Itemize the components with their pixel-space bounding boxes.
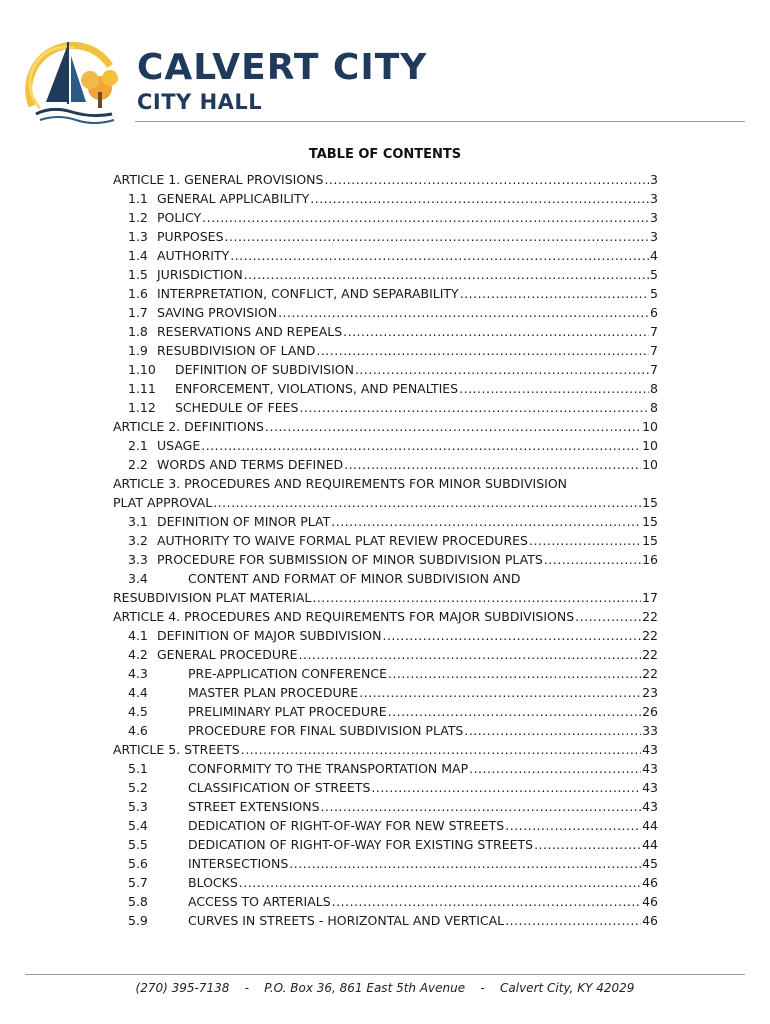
toc-entry[interactable]: [113, 246, 658, 265]
toc-leader: [382, 626, 641, 645]
toc-entry-number: 1.9: [128, 343, 148, 358]
toc-page: 7: [650, 362, 658, 377]
toc-entry[interactable]: [113, 322, 658, 341]
toc-leader: [388, 664, 641, 683]
toc-entry-text: USAGE: [157, 438, 201, 453]
toc-entry-number: 3.4: [128, 571, 148, 586]
toc-entry-number: 4.4: [128, 685, 148, 700]
toc-entry[interactable]: [113, 170, 658, 189]
toc-entry[interactable]: [113, 835, 658, 854]
toc-entry-number: 1.11: [128, 381, 156, 396]
toc-entry-text: JURISDICTION: [157, 267, 243, 282]
toc-entry-text: PROCEDURE FOR SUBMISSION OF MINOR SUBDIVISION PLATS: [157, 552, 543, 567]
toc-leader: [343, 322, 649, 341]
toc-entry[interactable]: [113, 778, 658, 797]
toc-entry-text: AUTHORITY TO WAIVE FORMAL PLAT REVIEW PROCEDURES: [157, 533, 528, 548]
toc-page: 15: [642, 533, 658, 548]
toc-entry-text: STREET EXTENSIONS: [188, 799, 320, 814]
toc-page: 45: [642, 856, 658, 871]
toc-leader: [213, 493, 641, 512]
toc-entry[interactable]: [113, 816, 658, 835]
toc-page: 10: [642, 419, 658, 434]
toc-entry[interactable]: [113, 873, 658, 892]
toc-page: 17: [642, 590, 658, 605]
toc-leader: [464, 721, 641, 740]
toc-entry-text: CURVES IN STREETS - HORIZONTAL AND VERTICAL: [188, 913, 505, 928]
toc-entry-number: 4.1: [128, 628, 148, 643]
toc-entry[interactable]: [113, 398, 658, 417]
toc-entry-text: PROCEDURE FOR FINAL SUBDIVISION PLATS: [188, 723, 464, 738]
toc-leader: [265, 417, 641, 436]
toc-entry-number: 5.7: [128, 875, 148, 890]
header-divider: [135, 121, 745, 122]
toc-page: 22: [642, 628, 658, 643]
toc-entry[interactable]: [113, 189, 658, 208]
toc-leader: [299, 645, 642, 664]
toc-entry-text: RESERVATIONS AND REPEALS: [157, 324, 343, 339]
toc-entry-text: DEDICATION OF RIGHT-OF-WAY FOR NEW STREETS: [188, 818, 505, 833]
toc-entry-heading-line[interactable]: ARTICLE 3. PROCEDURES AND REQUIREMENTS FOR MINOR SUBDIVISION: [113, 476, 568, 491]
toc-page: 22: [642, 609, 658, 624]
toc-entry[interactable]: [113, 911, 658, 930]
toc-entry-number: 1.4: [128, 248, 148, 263]
toc-entry-number: 1.7: [128, 305, 148, 320]
toc-page: 4: [650, 248, 658, 263]
toc-page: 10: [642, 457, 658, 472]
toc-leader: [505, 816, 641, 835]
toc-entry[interactable]: [113, 303, 658, 322]
toc-entry-number: 3.1: [128, 514, 148, 529]
toc-entry-text: SCHEDULE OF FEES: [175, 400, 299, 415]
footer-address: P.O. Box 36, 861 East 5th Avenue: [264, 981, 466, 995]
toc-page: 23: [642, 685, 658, 700]
toc-leader: [344, 455, 641, 474]
toc-entry-text: INTERPRETATION, CONFLICT, AND SEPARABILITY: [157, 286, 459, 301]
toc-page: 3: [650, 191, 658, 206]
toc-entry-number: 2.1: [128, 438, 148, 453]
brand-name: CALVERT CITY: [137, 47, 428, 88]
toc-page: 7: [650, 343, 658, 358]
brand-subtitle: CITY HALL: [137, 90, 263, 114]
page-footer: [0, 981, 770, 995]
toc-page: 43: [642, 799, 658, 814]
toc-entry-number: 5.3: [128, 799, 148, 814]
toc-page: 46: [642, 875, 658, 890]
toc-entry-text: ARTICLE 2. DEFINITIONS: [113, 419, 264, 434]
toc-entry[interactable]: [113, 360, 658, 379]
toc-entry-text: DEFINITION OF MINOR PLAT: [157, 514, 331, 529]
toc-entry-text: BLOCKS: [188, 875, 238, 890]
toc-entry-number: 3.3: [128, 552, 148, 567]
toc-page: 6: [650, 305, 658, 320]
toc-entry[interactable]: [113, 721, 658, 740]
toc-entry-text: PRE-APPLICATION CONFERENCE: [188, 666, 387, 681]
toc-page: 15: [642, 514, 658, 529]
toc-entry-text: DEFINITION OF SUBDIVISION: [175, 362, 354, 377]
toc-entry-text: PLAT APPROVAL: [113, 495, 213, 510]
toc-page: 8: [650, 381, 658, 396]
toc-entry-number: 4.6: [128, 723, 148, 738]
toc-page: 46: [642, 913, 658, 928]
toc-entry-number: 5.5: [128, 837, 148, 852]
toc-entry-number: 4.3: [128, 666, 148, 681]
toc-entry-text: ARTICLE 1. GENERAL PROVISIONS: [113, 172, 324, 187]
toc-page: 26: [642, 704, 658, 719]
toc-entry[interactable]: [113, 550, 658, 569]
toc-entry-text: SAVING PROVISION: [157, 305, 278, 320]
toc-entry-number: 2.2: [128, 457, 148, 472]
toc-entry[interactable]: [113, 759, 658, 778]
footer-divider: [25, 974, 745, 975]
toc-entry-number: 3.2: [128, 533, 148, 548]
toc-leader: [244, 265, 649, 284]
toc-entry[interactable]: [113, 341, 658, 360]
toc-entry[interactable]: [113, 588, 658, 607]
toc-leader: [321, 797, 642, 816]
toc-leader: [324, 170, 649, 189]
toc-leader: [239, 873, 641, 892]
toc-entry-text: WORDS AND TERMS DEFINED: [157, 457, 344, 472]
toc-leader: [300, 398, 650, 417]
toc-page: 7: [650, 324, 658, 339]
toc-entry[interactable]: [113, 227, 658, 246]
toc-entry-text: DEDICATION OF RIGHT-OF-WAY FOR EXISTING STREETS: [188, 837, 534, 852]
toc-entry-text: CONFORMITY TO THE TRANSPORTATION MAP: [188, 761, 469, 776]
toc-entry-text: PURPOSES: [157, 229, 224, 244]
toc-entry[interactable]: [113, 284, 658, 303]
toc-page: 33: [642, 723, 658, 738]
toc-entry[interactable]: [113, 854, 658, 873]
toc-page: 44: [642, 837, 658, 852]
toc-leader: [201, 436, 641, 455]
toc-entry-text: CONTENT AND FORMAT OF MINOR SUBDIVISION AND: [188, 571, 521, 586]
calvert-city-logo: [22, 36, 126, 126]
toc-page: 10: [642, 438, 658, 453]
toc-entry[interactable]: [113, 683, 658, 702]
toc-entry-number: 1.10: [128, 362, 156, 377]
toc-entry-text: GENERAL PROCEDURE: [157, 647, 298, 662]
footer-separator: -: [244, 981, 250, 995]
toc-entry-number: 5.2: [128, 780, 148, 795]
toc-leader: [241, 740, 641, 759]
toc-entry[interactable]: [113, 493, 658, 512]
table-of-contents: [113, 170, 658, 930]
toc-page: 15: [642, 495, 658, 510]
toc-leader: [289, 854, 641, 873]
toc-entry[interactable]: [113, 436, 658, 455]
toc-leader: [225, 227, 649, 246]
toc-entry-number: 4.2: [128, 647, 148, 662]
toc-entry[interactable]: [113, 797, 658, 816]
toc-leader: [544, 550, 641, 569]
toc-entry-text: INTERSECTIONS: [188, 856, 289, 871]
toc-entry[interactable]: [113, 379, 658, 398]
toc-entry-text: GENERAL APPLICABILITY: [157, 191, 310, 206]
toc-page: 5: [650, 286, 658, 301]
toc-page: 46: [642, 894, 658, 909]
toc-entry-text: AUTHORITY: [157, 248, 230, 263]
toc-entry-text: ARTICLE 5. STREETS: [113, 742, 240, 757]
toc-leader: [310, 189, 649, 208]
toc-leader: [230, 246, 649, 265]
toc-entry[interactable]: [113, 265, 658, 284]
toc-entry-text: POLICY: [157, 210, 202, 225]
toc-page: 16: [642, 552, 658, 567]
toc-page: 8: [650, 400, 658, 415]
toc-entry-number: 1.2: [128, 210, 148, 225]
toc-entry-number: 5.6: [128, 856, 148, 871]
toc-entry-text: ENFORCEMENT, VIOLATIONS, AND PENALTIES: [175, 381, 459, 396]
toc-entry-number: 5.8: [128, 894, 148, 909]
toc-entry[interactable]: [113, 512, 658, 531]
toc-leader: [316, 341, 649, 360]
toc-leader: [460, 284, 649, 303]
toc-entry-text: PRELIMINARY PLAT PROCEDURE: [188, 704, 387, 719]
toc-page: 3: [650, 229, 658, 244]
toc-leader: [388, 702, 641, 721]
toc-entry[interactable]: [113, 607, 658, 626]
toc-page: 43: [642, 780, 658, 795]
toc-entry-text: ACCESS TO ARTERIALS: [188, 894, 331, 909]
toc-entry-number: 1.5: [128, 267, 148, 282]
toc-entry[interactable]: [113, 208, 658, 227]
footer-city: Calvert City, KY 42029: [500, 981, 635, 995]
toc-entry[interactable]: [113, 664, 658, 683]
toc-entry-text: RESUBDIVISION PLAT MATERIAL: [113, 590, 312, 605]
footer-phone: (270) 395-7138: [135, 981, 230, 995]
toc-page: 43: [642, 761, 658, 776]
toc-entry-heading-line[interactable]: [113, 569, 658, 588]
toc-entry-text: ARTICLE 4. PROCEDURES AND REQUIREMENTS FOR MAJOR SUBDIVISIONS: [113, 609, 575, 624]
toc-entry-number: 5.1: [128, 761, 148, 776]
toc-leader: [371, 778, 641, 797]
toc-entry[interactable]: [113, 740, 658, 759]
toc-leader: [359, 683, 641, 702]
toc-entry-text: MASTER PLAN PROCEDURE: [188, 685, 359, 700]
toc-leader: [469, 759, 641, 778]
toc-page: 5: [650, 267, 658, 282]
toc-page: 3: [650, 210, 658, 225]
toc-leader: [529, 531, 641, 550]
toc-entry[interactable]: [113, 531, 658, 550]
toc-entry[interactable]: [113, 892, 658, 911]
toc-leader: [312, 588, 641, 607]
toc-entry-number: 5.9: [128, 913, 148, 928]
toc-entry[interactable]: [113, 702, 658, 721]
page-header: [22, 36, 752, 126]
toc-leader: [505, 911, 641, 930]
toc-entry[interactable]: [113, 455, 658, 474]
toc-leader: [355, 360, 649, 379]
toc-page: 22: [642, 647, 658, 662]
toc-page: 3: [650, 172, 658, 187]
toc-page: 43: [642, 742, 658, 757]
footer-separator: -: [480, 981, 485, 995]
toc-title: TABLE OF CONTENTS: [308, 147, 462, 162]
toc-leader: [534, 835, 641, 854]
toc-leader: [202, 208, 649, 227]
toc-entry-text: DEFINITION OF MAJOR SUBDIVISION: [157, 628, 382, 643]
toc-page: 44: [642, 818, 658, 833]
toc-leader: [278, 303, 649, 322]
toc-leader: [331, 512, 641, 531]
toc-leader: [332, 892, 641, 911]
toc-entry-number: 4.5: [128, 704, 148, 719]
toc-leader: [575, 607, 641, 626]
toc-page: 22: [642, 666, 658, 681]
toc-leader: [459, 379, 649, 398]
toc-entry-number: 1.8: [128, 324, 148, 339]
toc-entry[interactable]: [113, 626, 658, 645]
toc-entry-number: 1.3: [128, 229, 148, 244]
toc-entry-number: 1.1: [128, 191, 148, 206]
toc-entry-text: CLASSIFICATION OF STREETS: [188, 780, 371, 795]
toc-entry-number: 1.12: [128, 400, 156, 415]
toc-entry-number: 5.4: [128, 818, 148, 833]
toc-entry[interactable]: [113, 417, 658, 436]
toc-entry[interactable]: [113, 645, 658, 664]
toc-entry-number: 1.6: [128, 286, 148, 301]
toc-entry-text: RESUBDIVISION OF LAND: [157, 343, 316, 358]
